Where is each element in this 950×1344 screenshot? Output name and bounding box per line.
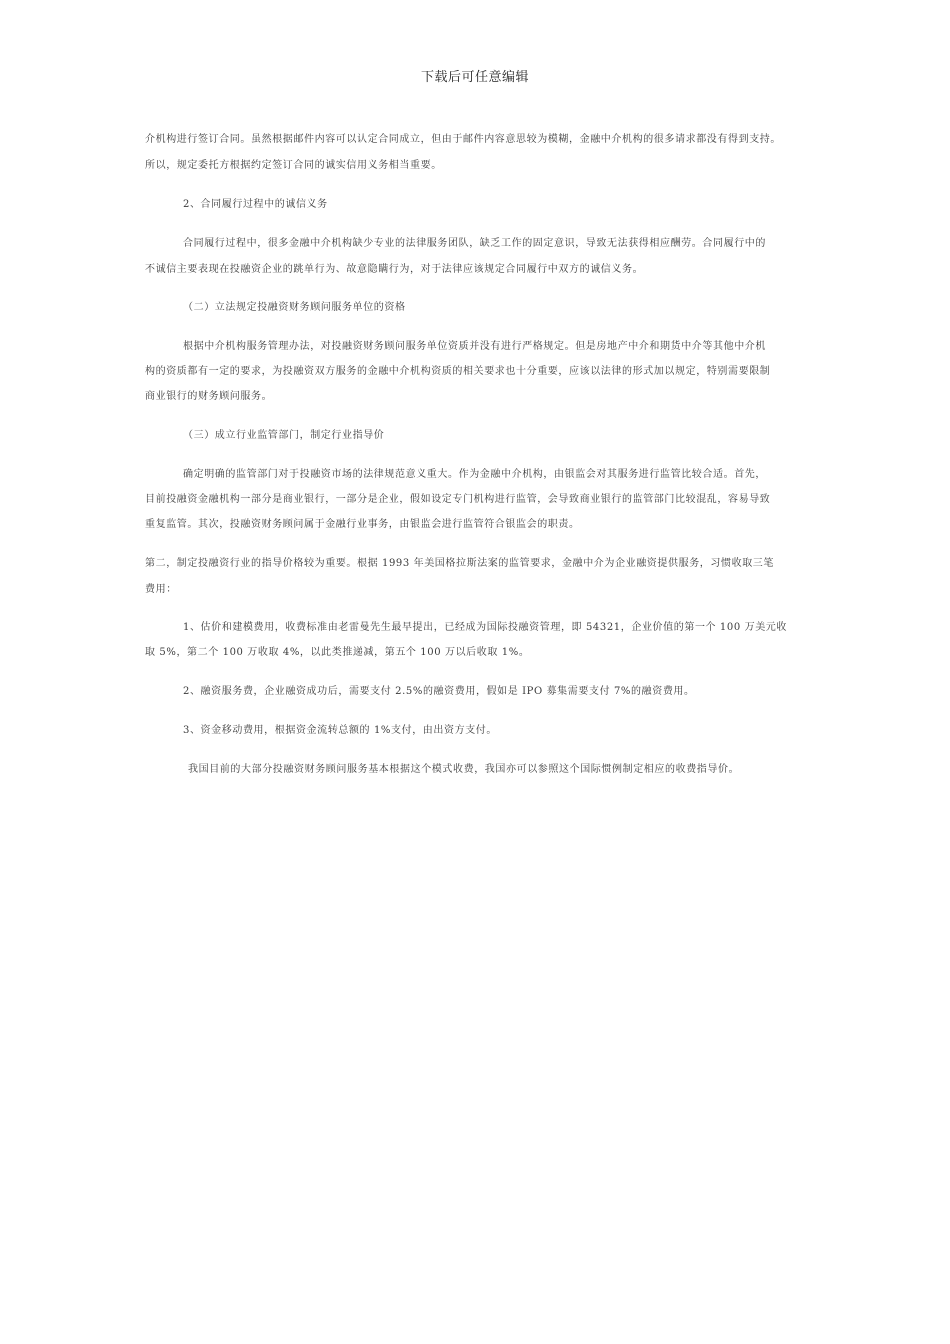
paragraph-line: 第二，制定投融资行业的指导价格较为重要。根据 1993 年美国格拉斯法案的监管要求，金融中介为企业融资提供服务，习惯收取三笔 — [145, 558, 775, 569]
paragraph-line: 介机构进行签订合同。虽然根据邮件内容可以认定合同成立，但由于邮件内容意思较为模糊，金融中介机构的很多请求都没有得到支持。 — [145, 134, 781, 145]
section-heading: （二）立法规定投融资财务顾问服务单位的资格 — [183, 302, 406, 313]
paragraph-line: 合同履行过程中，很多金融中介机构缺少专业的法律服务团队，缺乏工作的固定意识，导致无法获得相应酬劳。合同履行中的 — [183, 238, 766, 249]
closing-paragraph: 我国目前的大部分投融资财务顾问服务基本根据这个模式收费，我国亦可以参照这个国际惯例制定相应的收费指导价。 — [188, 764, 740, 775]
paragraph-line: 重复监管。其次，投融资财务顾问属于金融行业事务，由银监会进行监管符合银监会的职责。 — [145, 519, 580, 530]
paragraph-line: 所以，规定委托方根据约定签订合同的诚实信用义务相当重要。 — [145, 160, 442, 171]
fee-item: 2、融资服务费，企业融资成功后，需要支付 2.5%的融资费用，假如是 IPO 募集需要支付 7%的融资费用。 — [183, 686, 695, 697]
fee-item: 1、估价和建模费用，收费标准由老雷曼先生最早提出，已经成为国际投融资管理，即 54321，企业价值的第一个 100 万美元收 — [183, 622, 787, 633]
section-heading: 2、合同履行过程中的诚信义务 — [183, 199, 328, 210]
paragraph-line: 目前投融资金融机构一部分是商业银行，一部分是企业，假如设定专门机构进行监管，会导致商业银行的监管部门比较混乱，容易导致 — [145, 494, 771, 505]
paragraph-line: 根据中介机构服务管理办法，对投融资财务顾问服务单位资质并没有进行严格规定。但是房地产中介和期货中介等其他中介机 — [183, 341, 766, 352]
section-heading: （三）成立行业监管部门，制定行业指导价 — [183, 430, 385, 441]
page-header: 下载后可任意编辑 — [420, 70, 529, 85]
fee-item: 取 5%，第二个 100 万收取 4%，以此类推递减，第五个 100 万以后收取 1%。 — [145, 647, 530, 658]
paragraph-line: 不诚信主要表现在投融资企业的跳单行为、故意隐瞒行为，对于法律应该规定合同履行中双方的诚信义务。 — [145, 264, 644, 275]
paragraph-line: 构的资质都有一定的要求，为投融资双方服务的金融中介机构资质的相关要求也十分重要，应该以法律的形式加以规定，特别需要限制 — [145, 366, 771, 377]
paragraph-line: 费用： — [145, 584, 177, 595]
paragraph-line: 商业银行的财务顾问服务。 — [145, 391, 273, 402]
fee-item: 3、资金移动费用，根据资金流转总额的 1%支付，由出资方支付。 — [183, 725, 498, 736]
paragraph-line: 确定明确的监管部门对于投融资市场的法律规范意义重大。作为金融中介机构，由银监会对其服务进行监管比较合适。首先， — [183, 469, 766, 480]
